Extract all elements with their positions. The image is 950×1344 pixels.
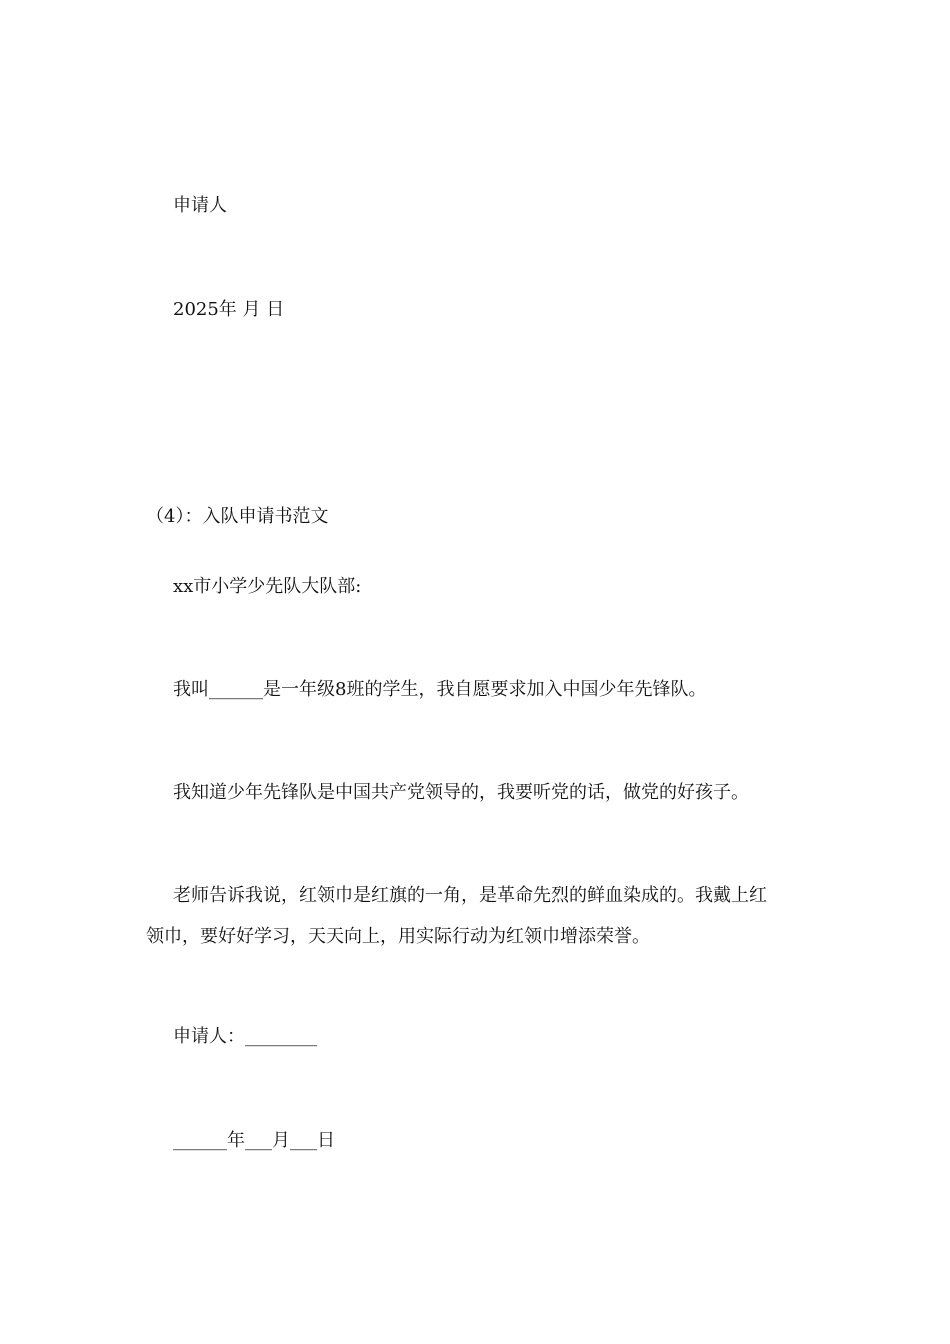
previous-signature-label: 申请人 (173, 195, 227, 216)
signature-line: 申请人：________ (173, 1026, 317, 1047)
section-heading: （4）：入队申请书范文 (146, 506, 329, 527)
previous-date: 2025年 月 日 (173, 299, 285, 320)
salutation: xx市小学少先队大队部: (173, 576, 362, 597)
paragraph-1: 我叫______是一年级8班的学生，我自愿要求加入中国少年先锋队。 (173, 679, 707, 700)
paragraph-3-line-2: 领巾，要好好学习，天天向上，用实际行动为红领巾增添荣誉。 (146, 926, 650, 947)
paragraph-3-line-1: 老师告诉我说，红领巾是红旗的一角，是革命先烈的鲜血染成的。我戴上红 (173, 885, 767, 906)
date-line: ______年___月___日 (173, 1130, 335, 1151)
paragraph-2: 我知道少年先锋队是中国共产党领导的，我要听党的话，做党的好孩子。 (173, 782, 749, 803)
